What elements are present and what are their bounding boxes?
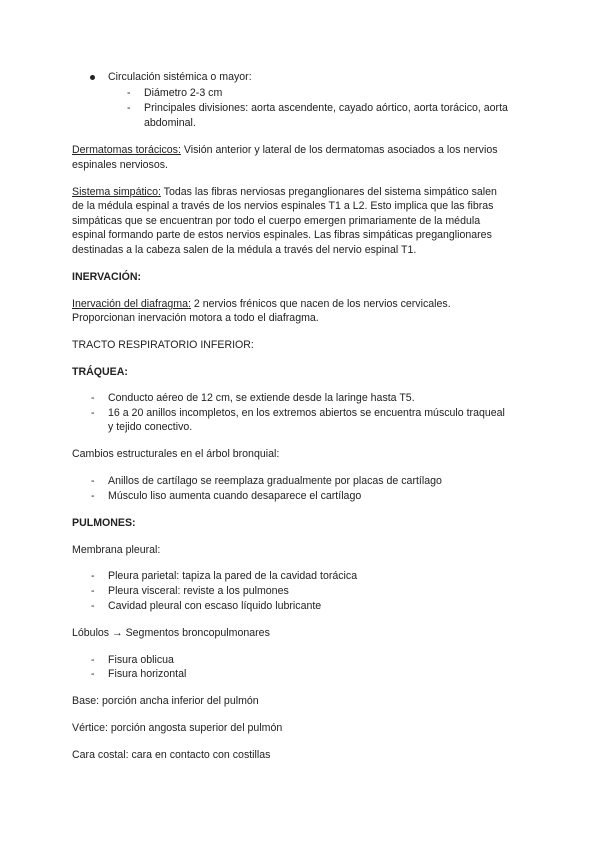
simpatico-text: Todas las fibras nerviosas preganglionares del sistema simpático salen — [160, 186, 497, 198]
cambios-item-2: Músculo liso aumenta cuando desaparece el cartílago — [108, 490, 362, 502]
lobulos-item-2: Fisura horizontal — [108, 668, 187, 680]
dash-icon: - — [91, 475, 95, 487]
simpatico-line: simpáticas que se encuentran por todo el cuerpo emergen primariamente de la médula — [72, 215, 481, 227]
dash-icon: - — [91, 668, 95, 680]
base-text: Base: porción ancha inferior del pulmón — [72, 695, 259, 707]
cambios-item-1: Anillos de cartílago se reemplaza gradualmente por placas de cartílago — [108, 475, 442, 487]
diafragma-text: 2 nervios frénicos que nacen de los nervios cervicales. — [190, 298, 451, 310]
simpatico-line: espinal formando parte de estos nervios espinales. Las fibras simpáticas preganglionares — [72, 229, 492, 241]
cara-text: Cara costal: cara en contacto con costillas — [72, 749, 271, 761]
dash-icon: - — [127, 87, 131, 99]
lobulos-item-1: Fisura oblicua — [108, 654, 174, 666]
dash-icon: - — [91, 490, 95, 502]
membrana-item-3: Cavidad pleural con escaso líquido lubricante — [108, 600, 322, 612]
circulacion-item-2: Principales divisiones: aorta ascendente, cayado aórtico, aorta torácico, aorta — [144, 102, 508, 114]
dermatomas-text-cont: espinales nerviosos. — [72, 159, 168, 171]
traquea-item-2-cont: y tejido conectivo. — [108, 421, 193, 433]
lobulos-title: Lóbulos → Segmentos broncopulmonares — [72, 627, 270, 639]
simpatico-line: destinadas a la cabeza salen de la médula a través del nervio espinal T1. — [72, 244, 417, 256]
dash-icon: - — [91, 600, 95, 612]
dermatomas-label: Dermatomas torácicos: — [72, 144, 181, 156]
circulacion-item-1: Diámetro 2-3 cm — [144, 87, 223, 99]
diafragma-text-cont: Proporcionan inervación motora a todo el diafragma. — [72, 312, 319, 324]
dermatomas-text: Visión anterior y lateral de los dermatomas asociados a los nervios — [180, 144, 498, 156]
diafragma-label: Inervación del diafragma: — [72, 298, 191, 310]
traquea-heading: TRÁQUEA: — [72, 366, 128, 378]
vertice-text: Vértice: porción angosta superior del pulmón — [72, 722, 283, 734]
simpatico-label: Sistema simpático: — [72, 186, 161, 198]
dermatomas-paragraph — [72, 143, 498, 158]
simpatico-line: de la médula espinal a través de los nervios espinales T1 a L2. Esto implica que las fibras — [72, 200, 494, 212]
simpatico-paragraph — [72, 185, 497, 200]
dash-icon: - — [91, 407, 95, 419]
pulmones-heading: PULMONES: — [72, 517, 136, 529]
dash-icon: - — [127, 102, 131, 114]
circulacion-title: Circulación sistémica o mayor: — [108, 71, 252, 83]
membrana-item-1: Pleura parietal: tapiza la pared de la cavidad torácica — [108, 570, 358, 582]
diafragma-paragraph — [72, 297, 451, 312]
dash-icon: - — [91, 654, 95, 666]
bullet-dot-icon — [90, 75, 95, 80]
cambios-title: Cambios estructurales en el árbol bronquial: — [72, 448, 280, 460]
inervacion-heading: INERVACIÓN: — [72, 271, 142, 283]
dash-icon: - — [91, 570, 95, 582]
membrana-title: Membrana pleural: — [72, 544, 161, 556]
traquea-item-1: Conducto aéreo de 12 cm, se extiende desde la laringe hasta T5. — [108, 392, 415, 404]
traquea-item-2: 16 a 20 anillos incompletos, en los extremos abiertos se encuentra músculo traqueal — [108, 407, 505, 419]
dash-icon: - — [91, 392, 95, 404]
tracto-heading: TRACTO RESPIRATORIO INFERIOR: — [72, 339, 254, 351]
dash-icon: - — [91, 585, 95, 597]
membrana-item-2: Pleura visceral: reviste a los pulmones — [108, 585, 289, 597]
circulacion-item-2-cont: abdominal. — [144, 117, 196, 129]
